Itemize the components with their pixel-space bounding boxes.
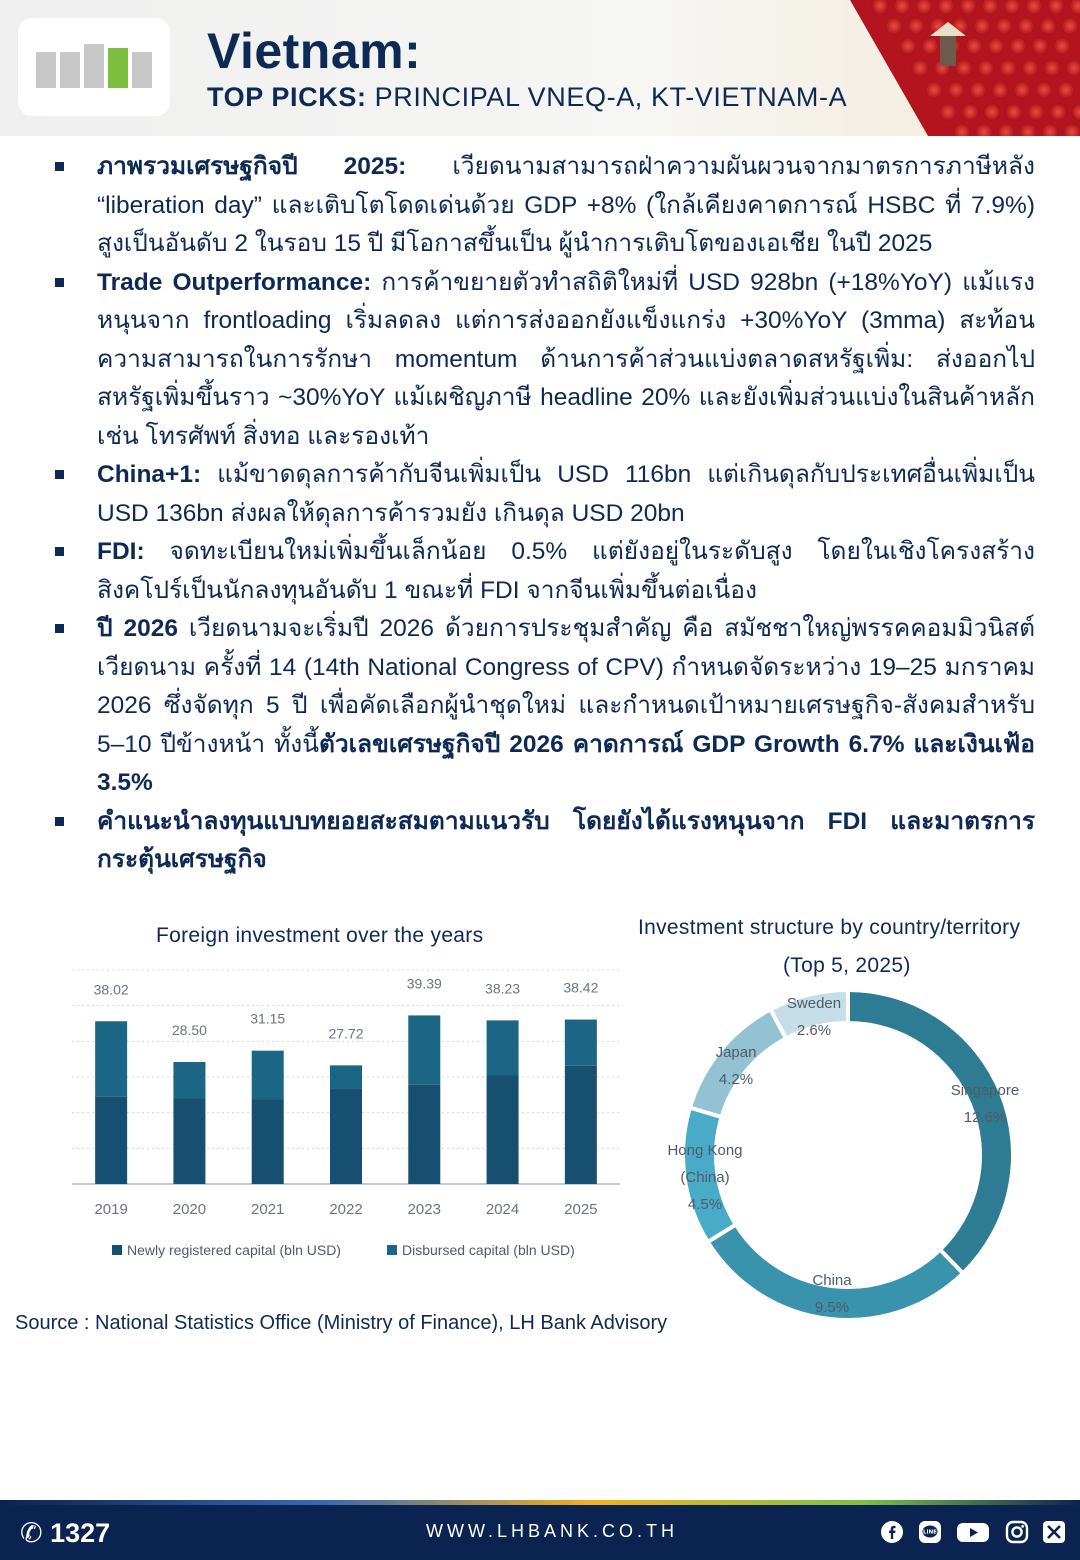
bar-total-label: 39.39 xyxy=(406,975,442,992)
bullet-marker xyxy=(55,278,64,287)
bar-segment xyxy=(330,1088,362,1184)
instagram-icon[interactable] xyxy=(1005,1520,1029,1544)
subtitle-funds: PRINCIPAL VNEQ-A, KT-VIETNAM-A xyxy=(366,82,848,112)
bar-segment xyxy=(95,1021,127,1096)
line-icon[interactable] xyxy=(918,1520,942,1544)
donut-chart-subtitle: (Top 5, 2025) xyxy=(783,954,911,977)
x-tick-label: 2020 xyxy=(172,1201,207,1218)
slice-value-label: 4.2% xyxy=(718,1071,754,1088)
bullet-economy-2025 xyxy=(55,148,1035,264)
bullet-heading: Trade Outperformance: xyxy=(97,268,372,296)
bar-total-label: 27.72 xyxy=(328,1025,364,1042)
bullet-heading: ภาพรวมเศรษฐกิจปี 2025: xyxy=(97,153,407,180)
bar-total-label: 38.42 xyxy=(563,979,599,996)
svg-text:LINE: LINE xyxy=(923,1529,937,1536)
bullet-marker xyxy=(55,624,64,633)
youtube-icon[interactable] xyxy=(956,1520,990,1544)
bullet-marker xyxy=(55,470,64,479)
bullet-heading: ปี 2026 xyxy=(97,615,178,642)
x-tick-label: 2019 xyxy=(94,1201,128,1218)
donut-slice xyxy=(848,990,1013,1273)
donut-chart-title: Investment structure by country/territory xyxy=(638,916,1021,939)
bar-segment xyxy=(252,1051,284,1100)
bullet-trade xyxy=(55,264,1035,457)
slice-name-label: (China) xyxy=(680,1169,730,1186)
bullet-heading: China+1: xyxy=(97,461,202,488)
x-tick-label: 2022 xyxy=(329,1201,363,1218)
hotline-number: 1327 xyxy=(50,1518,111,1548)
website-link[interactable]: WWW.LHBANK.CO.TH xyxy=(426,1521,678,1541)
bullet-fdi xyxy=(55,533,1035,610)
legend-label: Disbursed capital (bln USD) xyxy=(402,1242,575,1258)
slice-name-label: China xyxy=(812,1272,852,1289)
slice-name-label: Hong Kong xyxy=(667,1142,743,1159)
page-subtitle xyxy=(207,82,847,113)
bullet-2026 xyxy=(55,610,1035,803)
bullet-text: การค้าขยายตัวทำสถิติใหม่ที่ USD 928bn (+18%YoY) แม้แรงหนุนจาก frontloading เริ่มลดลง แต่การส่งออกยังแข็งแกร่ง +30%YoY (3mma) สะท้อนความสามารถในการรักษา momentum ด้านการค้าส่วนแบ่งตลาดสหรัฐเพิ่ม: ส่งออกไปสหรัฐเพิ่มขึ้นราว ~30%YoY แม้เผชิญภาษี headline 20% และยังเพิ่มส่วนแบ่งในสินค้าหลัก เช่น โทรศัพท์ สิ่งทอ และรองเท้า xyxy=(97,268,1035,450)
source-note: Source : National Statistics Office (Ministry of Finance), LH Bank Advisory xyxy=(15,1312,668,1334)
bullet-heading: คำแนะนำลงทุนแบบทยอยสะสมตามแนวรับ โดยยังได้แรงหนุนจาก FDI และมาตรการกระตุ้นเศรษฐกิจ xyxy=(97,807,1035,873)
donut-slice xyxy=(690,1009,786,1117)
bar-segment xyxy=(487,1076,519,1184)
phone-icon: ✆ xyxy=(20,1518,51,1548)
subtitle-bold: TOP PICKS: xyxy=(207,82,367,112)
hotline[interactable] xyxy=(20,1518,110,1549)
bar-segment xyxy=(252,1100,284,1184)
bullet-heading: FDI: xyxy=(97,538,145,565)
x-tick-label: 2023 xyxy=(407,1201,441,1218)
bar-segment xyxy=(173,1098,205,1184)
summary-bullets xyxy=(55,148,1035,880)
bar-segment xyxy=(565,1020,597,1066)
bar-segment xyxy=(565,1066,597,1184)
page-title: Vietnam: xyxy=(207,23,422,79)
legend-swatch xyxy=(387,1245,397,1255)
bar-segment xyxy=(408,1015,440,1084)
bullet-text: เวียดนามจะเริ่มปี 2026 ด้วยการประชุมสำคัญ คือ สมัชชาใหญ่พรรคคอมมิวนิสต์เวียดนาม ครั้งที่ 14 (14th National Congress of CPV) กำหนดจัดระหว่าง 19–25 มกราคม 2026 ซึ่งจัดทุก 5 ปี เพื่อคัดเลือกผู้นำชุดใหม่ และกำหนดเป้าหมายเศรษฐกิจ-สังคมสำหรับ 5–10 ปีข้างหน้า ทั้งนี้ xyxy=(97,615,1035,758)
x-tick-label: 2021 xyxy=(251,1201,285,1218)
page-header xyxy=(0,0,1080,136)
x-tick-label: 2024 xyxy=(485,1201,520,1218)
bullet-marker xyxy=(55,547,64,556)
investment-structure-donut-chart xyxy=(630,975,1050,1325)
bar-total-label: 38.02 xyxy=(93,981,129,998)
footer-accent-line xyxy=(0,1500,1080,1505)
bullet-china-plus-one xyxy=(55,456,1035,533)
bar-segment xyxy=(408,1085,440,1184)
bar-segment xyxy=(330,1065,362,1088)
slice-name-label: Japan xyxy=(715,1044,757,1061)
bullet-text: แม้ขาดดุลการค้ากับจีนเพิ่มเป็น USD 116bn แต่เกินดุลกับประเทศอื่นเพิ่มเป็น USD 136bn ส่งผลให้ดุลการค้ารวมยัง เกินดุล USD 20bn xyxy=(97,461,1035,527)
bar-total-label: 38.23 xyxy=(485,980,521,997)
slice-name-label: Sweden xyxy=(786,995,842,1012)
bar-segment xyxy=(173,1062,205,1098)
bar-total-label: 31.15 xyxy=(250,1010,286,1027)
x-icon[interactable] xyxy=(1042,1520,1066,1544)
bullet-text: เวียดนามสามารถฝ่าความผันผวนจากมาตรการภาษีหลัง “liberation day” และเติบโตโดดเด่นด้วย GDP +8% (ใกล้เคียงคาดการณ์ HSBC ที่ 7.9%) สูงเป็นอันดับ 2 ในรอบ 15 ปี มีโอกาสขึ้นเป็น ผู้นำการเติบโตของเอเชีย ในปี 2025 xyxy=(97,153,1035,257)
bullet-text: จดทะเบียนใหม่เพิ่มขึ้นเล็กน้อย 0.5% แต่ยังอยู่ในระดับสูง โดยในเชิงโครงสร้าง สิงคโปร์เป็นนักลงทุนอันดับ 1 ขณะที่ FDI จากจีนเพิ่มขึ้นต่อเนื่อง xyxy=(97,538,1035,604)
foreign-investment-bar-chart xyxy=(60,960,630,1270)
bullet-marker xyxy=(55,162,64,171)
bullet-recommendation xyxy=(55,803,1035,880)
bullet-highlight: ตัวเลขเศรษฐกิจปี 2026 คาดการณ์ GDP Growth 6.7% และเงินเฟ้อ 3.5% xyxy=(97,730,1035,796)
facebook-icon[interactable] xyxy=(880,1520,904,1544)
bullet-marker xyxy=(55,817,64,826)
bar-segment xyxy=(487,1020,519,1075)
bar-segment xyxy=(95,1097,127,1184)
bar-total-label: 28.50 xyxy=(171,1022,207,1039)
bar-chart-title: Foreign investment over the years xyxy=(156,924,484,947)
slice-value-label: 2.6% xyxy=(796,1022,832,1039)
legend-swatch xyxy=(112,1245,122,1255)
slice-value-label: 4.5% xyxy=(687,1196,723,1213)
lh-bank-logo xyxy=(18,18,170,116)
x-tick-label: 2025 xyxy=(564,1201,598,1218)
slice-value-label: 9.5% xyxy=(814,1299,850,1316)
incense-photo xyxy=(850,0,1080,136)
slice-name-label: Singapore xyxy=(950,1082,1020,1099)
slice-value-label: 12.6% xyxy=(963,1109,1007,1126)
legend-label: Newly registered capital (bln USD) xyxy=(127,1242,341,1258)
